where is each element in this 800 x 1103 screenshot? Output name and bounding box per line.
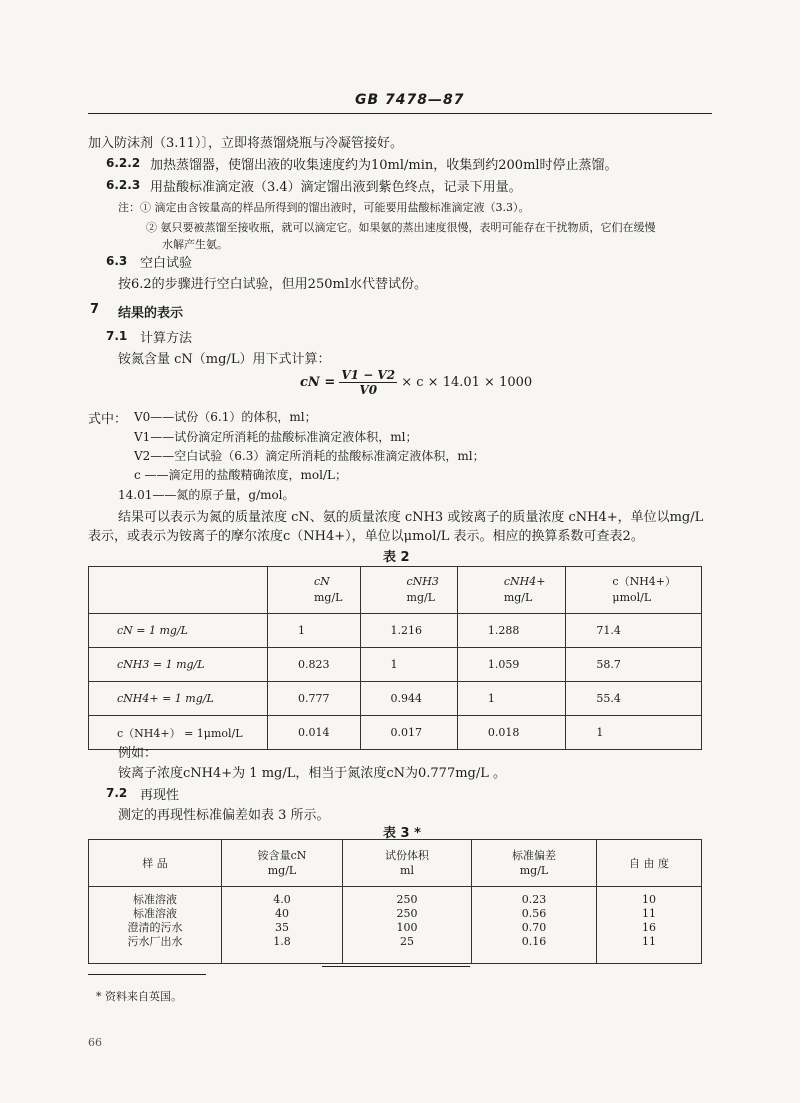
- row-header: cNH4+ = 1 mg/L: [89, 682, 268, 716]
- table3-title: 表 3 *: [383, 826, 421, 841]
- table-row: [89, 935, 702, 964]
- table-cell: 0.23: [472, 887, 597, 908]
- table-cell: 0.16: [472, 935, 597, 964]
- variable-def: V2——空白试验（6.3）滴定所消耗的盐酸标准滴定液体积，ml；: [134, 449, 485, 463]
- paragraph-line: 表示，或表示为铵离子的摩尔浓度c（NH4+），单位以μmol/L 表示。相应的换算系数可查表2。: [88, 529, 644, 544]
- example-label: 例如：: [118, 746, 158, 761]
- table-cell: 55.4: [566, 682, 702, 716]
- example-text: 铵离子浓度cNH4+为 1 mg/L，相当于氮浓度cN为0.777mg/L 。: [118, 766, 507, 781]
- table-row: [89, 614, 702, 648]
- section-number: 7.1: [106, 329, 128, 343]
- table-row: [89, 682, 702, 716]
- section-title: 再现性: [140, 788, 180, 803]
- footnote: * 资料来自英国。: [96, 990, 182, 1003]
- note-line: 注：① 滴定由含铵量高的样品所得到的馏出液时，可能要用盐酸标准滴定液（3.3）。: [118, 201, 530, 214]
- table-corner-cell: [89, 567, 268, 614]
- table-cell: 0.018: [457, 716, 566, 750]
- text-line: 加入防沫剂（3.11）〕，立即将蒸馏烧瓶与冷凝管接好。: [88, 136, 403, 151]
- note-line: 水解产生氨。: [162, 238, 228, 251]
- table-cell: 标准溶液: [89, 907, 222, 921]
- table-cell: 标准溶液: [89, 887, 222, 908]
- table-cell: 16: [597, 921, 702, 935]
- table-cell: 0.944: [360, 682, 457, 716]
- table-cell: 1.216: [360, 614, 457, 648]
- table-header-cell: cNH4+ mg/L: [457, 567, 566, 614]
- section-text: 加热蒸馏器，使馏出液的收集速度约为10ml/min，收集到约200ml时停止蒸馏。: [150, 158, 618, 173]
- table-cell: 1: [360, 648, 457, 682]
- section-text: 测定的再现性标准偏差如表 3 所示。: [118, 808, 330, 823]
- page-header: GB 7478—87: [355, 92, 465, 108]
- formula-rhs: × c × 14.01 × 1000: [401, 375, 533, 390]
- footnote-rule: [88, 974, 206, 975]
- table-cell: 1.059: [457, 648, 566, 682]
- variable-def: 14.01——氮的原子量，g/mol。: [118, 488, 295, 502]
- section-title: 计算方法: [140, 331, 193, 346]
- table-cell: 1.8: [222, 935, 343, 964]
- table-cell: 1.288: [457, 614, 566, 648]
- section-number: 7.2: [106, 786, 128, 800]
- table-cell: 0.777: [268, 682, 361, 716]
- formula: [300, 368, 532, 397]
- table-row: [89, 921, 702, 935]
- table-cell: 0.014: [268, 716, 361, 750]
- variable-def: V0——试份（6.1）的体积，ml；: [134, 410, 317, 424]
- row-header: cNH3 = 1 mg/L: [89, 648, 268, 682]
- table-cell: 污水厂出水: [89, 935, 222, 964]
- paragraph-line: 结果可以表示为氮的质量浓度 cN、氨的质量浓度 cNH3 或铵离子的质量浓度 cNH4+，单位以mg/L: [118, 510, 704, 525]
- table-cell: 0.017: [360, 716, 457, 750]
- table-header-cell: 样 品: [89, 840, 222, 887]
- table-header-cell: 试份体积 ml: [343, 840, 472, 887]
- table-cell: 11: [597, 907, 702, 921]
- header-rule: [88, 113, 712, 114]
- table-cell: 1: [457, 682, 566, 716]
- table-cell: 澄清的污水: [89, 921, 222, 935]
- section-number: 6.3: [106, 254, 128, 268]
- table-cell: 1: [268, 614, 361, 648]
- variable-def: c ——滴定用的盐酸精确浓度，mol/L；: [134, 468, 347, 482]
- table-cell: 250: [343, 907, 472, 921]
- row-header: c（NH4+） = 1μmol/L: [89, 716, 268, 750]
- table-cell: 35: [222, 921, 343, 935]
- table-header-cell: c（NH4+） μmol/L: [566, 567, 702, 614]
- row-header: cN = 1 mg/L: [89, 614, 268, 648]
- table-header-cell: cNH3 mg/L: [360, 567, 457, 614]
- where-label: 式中：: [88, 412, 128, 427]
- table-cell: 250: [343, 887, 472, 908]
- table-cell: 10: [597, 887, 702, 908]
- variable-def: V1——试份滴定所消耗的盐酸标准滴定液体积，ml；: [134, 430, 418, 444]
- table2-title: 表 2: [383, 550, 410, 565]
- table-header-cell: 自 由 度: [597, 840, 702, 887]
- table-row: [89, 648, 702, 682]
- formula-lhs: cN =: [300, 375, 336, 390]
- table-header-cell: 铵含量cN mg/L: [222, 840, 343, 887]
- table-cell: 100: [343, 921, 472, 935]
- formula-numerator: V1 − V2: [341, 368, 396, 382]
- table-header-cell: cN mg/L: [268, 567, 361, 614]
- table-header-cell: 标准偏差 mg/L: [472, 840, 597, 887]
- table-row: [89, 887, 702, 908]
- section-title: 空白试验: [140, 256, 193, 271]
- table-header-row: [89, 567, 702, 614]
- table-cell: 4.0: [222, 887, 343, 908]
- formula-denominator: V0: [359, 383, 378, 397]
- table-3: [88, 839, 702, 964]
- table-cell: 71.4: [566, 614, 702, 648]
- section-text: 用盐酸标准滴定液（3.4）滴定馏出液到紫色终点，记录下用量。: [150, 180, 522, 195]
- page-number: 66: [88, 1036, 102, 1049]
- table-row: [89, 907, 702, 921]
- section-number: 6.2.3: [106, 178, 141, 192]
- table-2: [88, 566, 702, 750]
- table-cell: 0.823: [268, 648, 361, 682]
- table-cell: 1: [566, 716, 702, 750]
- section-number: 7: [90, 302, 100, 317]
- table-cell: 0.70: [472, 921, 597, 935]
- section-text: 按6.2的步骤进行空白试验，但用250ml水代替试份。: [118, 277, 427, 292]
- note-line: ② 氨只要被蒸馏至接收瓶，就可以滴定它。如果氨的蒸出速度很慢，表明可能存在干扰物质，它们在缓慢: [146, 221, 656, 234]
- section-title: 结果的表示: [118, 306, 184, 321]
- table-header-row: [89, 840, 702, 887]
- table-cell: 40: [222, 907, 343, 921]
- section-text: 铵氮含量 cN（mg/L）用下式计算：: [118, 352, 331, 367]
- section-number: 6.2.2: [106, 156, 141, 170]
- table-cell: 0.56: [472, 907, 597, 921]
- table-cell: 25: [343, 935, 472, 964]
- divider: [322, 966, 470, 967]
- table-cell: 11: [597, 935, 702, 964]
- table-cell: 58.7: [566, 648, 702, 682]
- table-row: [89, 716, 702, 750]
